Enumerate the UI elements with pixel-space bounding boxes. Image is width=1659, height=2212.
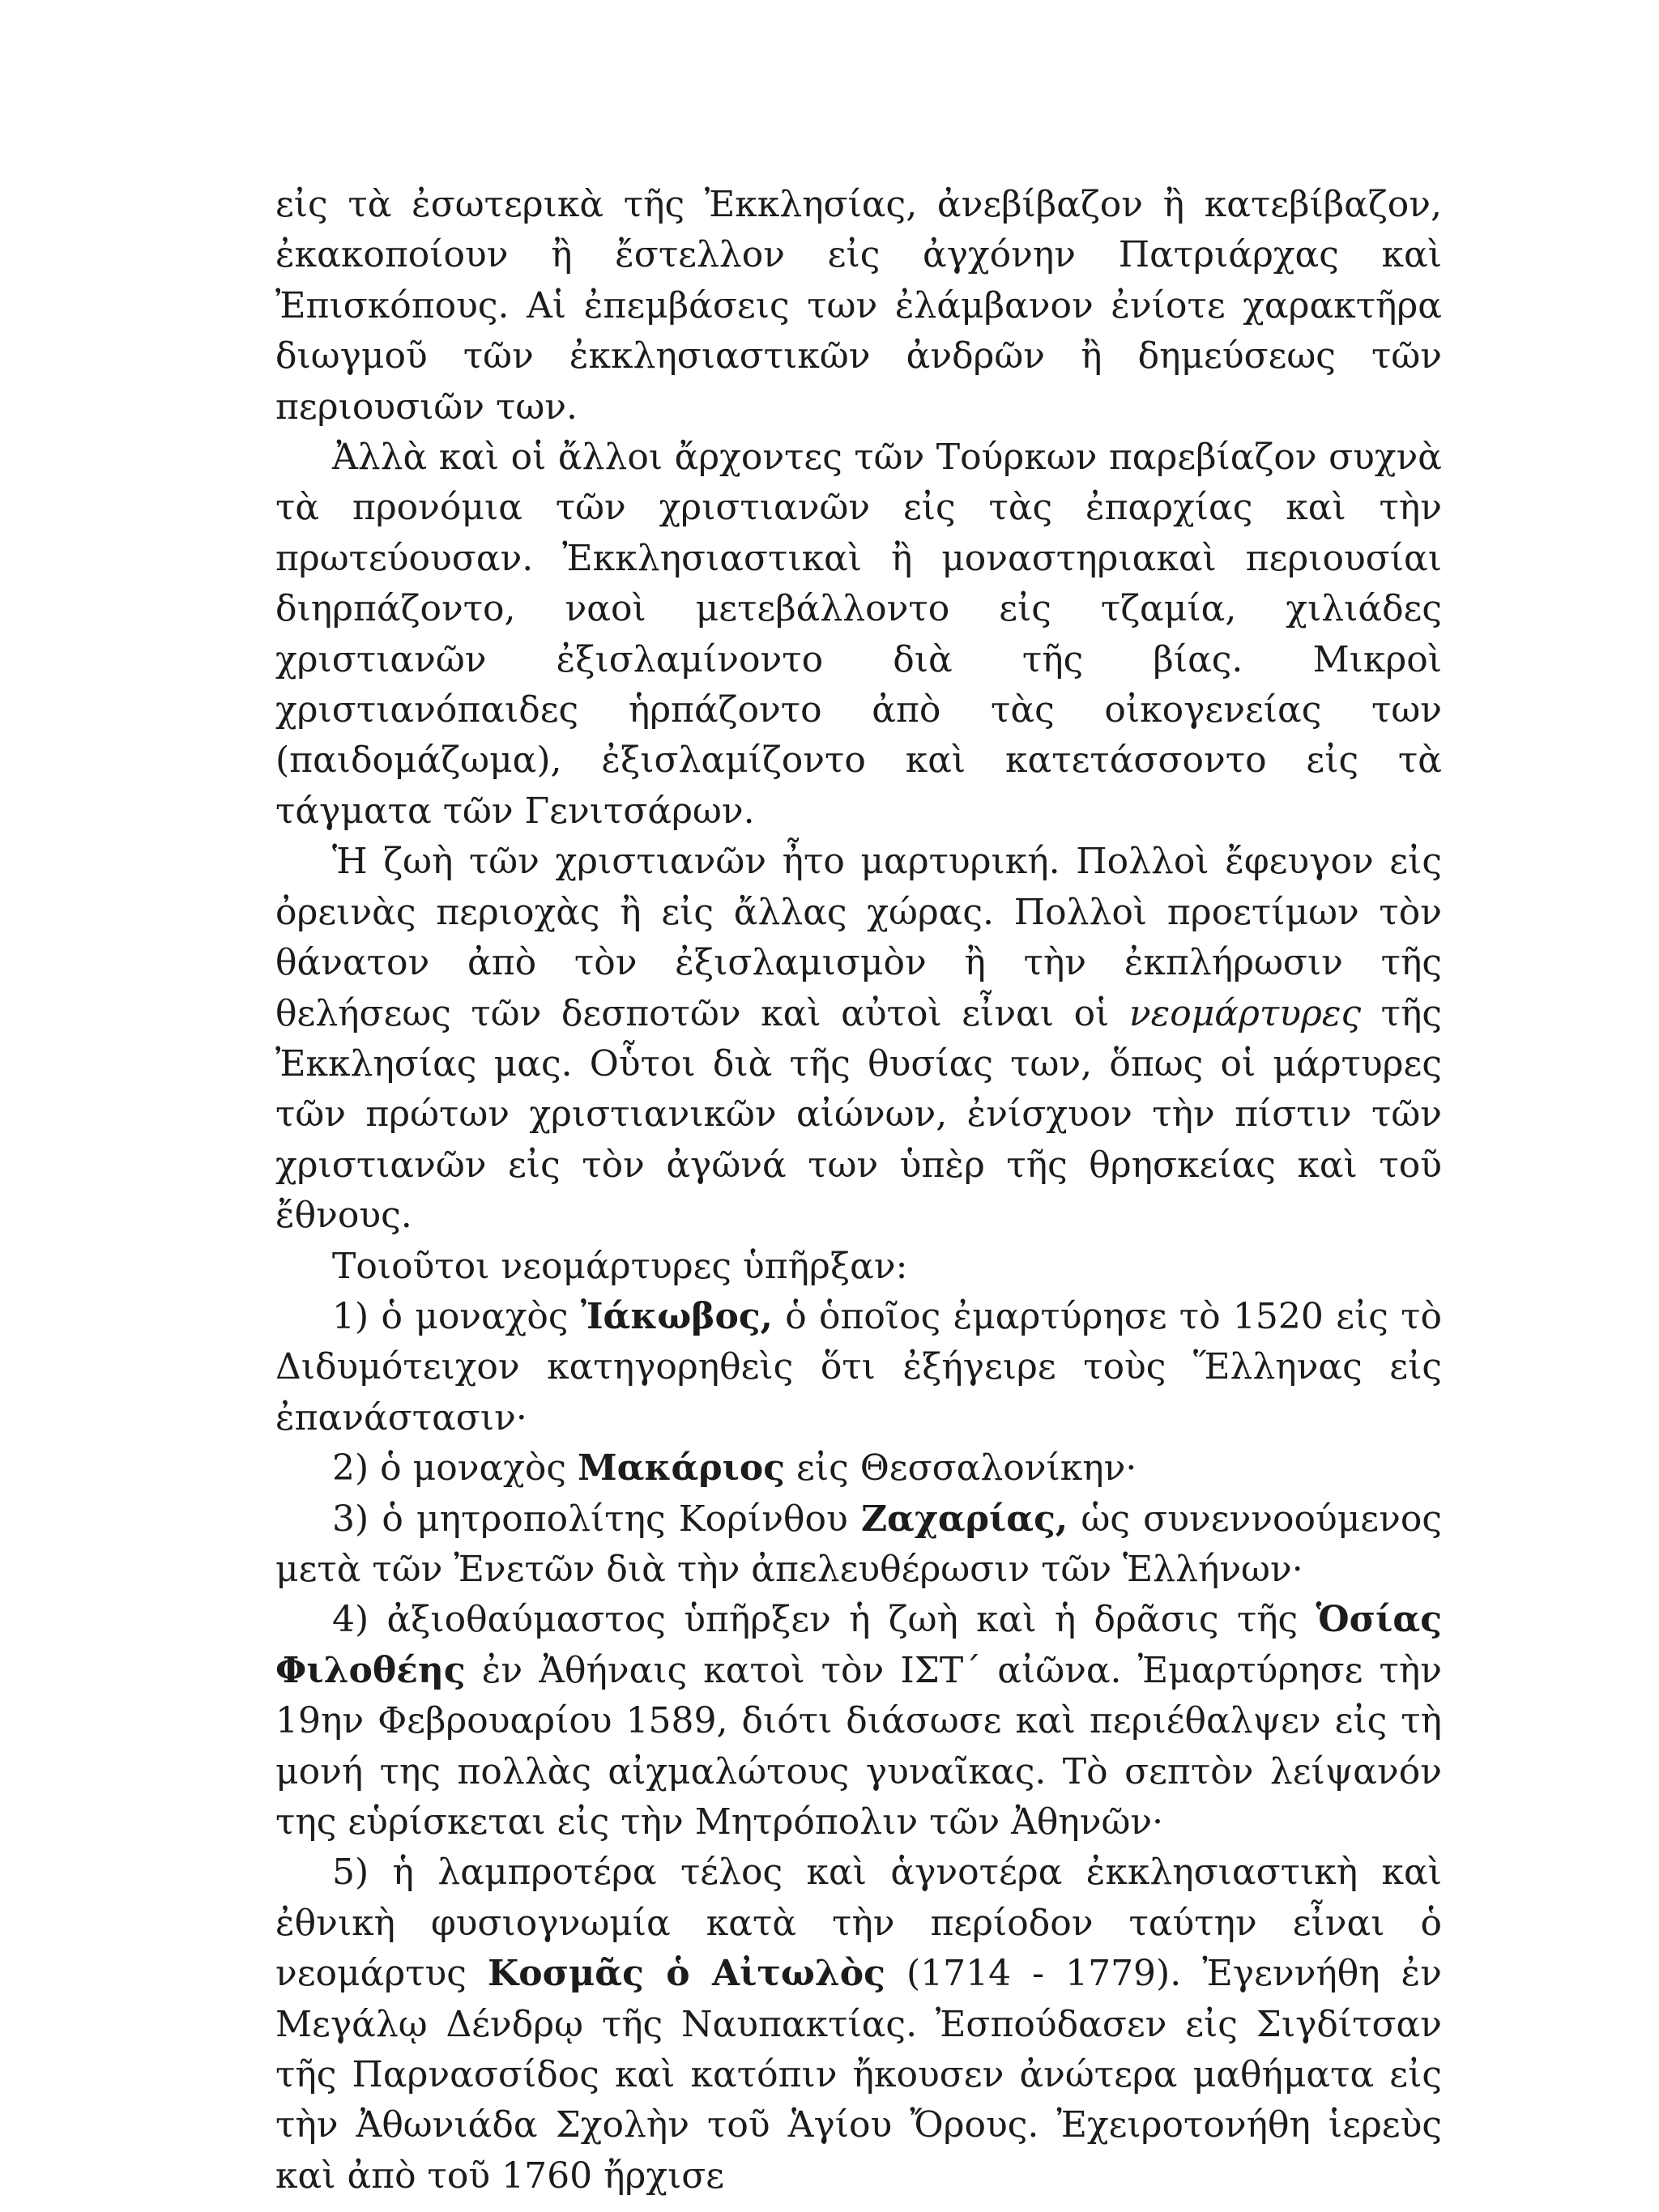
list-item-4-text-b: ἐν Ἀθήναις κατοὶ τὸν ΙΣΤ΄ αἰῶνα. Ἐμαρτύρησε τὴν 19ην Φεβρουαρίου 1589, διότι διάσωσε καὶ περιέθαλψεν εἰς τὴ μονή της πολλὰς αἰχμαλώτους γυναῖκας. Τὸ σεπτὸν λείψανόν της εὑρίσκεται εἰς τὴν Μητρόπολιν τῶν Ἀθηνῶν· (275, 1649, 1442, 1843)
document-page (275, 180, 1442, 2201)
paragraph-4 (275, 1242, 1442, 1292)
term-neomartyres: νεομάρτυρες (1128, 992, 1362, 1034)
name-makarios: Μακάριος (577, 1447, 786, 1490)
list-item-2 (275, 1443, 1442, 1494)
list-item-5 (275, 1848, 1442, 2201)
list-item-5-text-a: 5) ἡ λαμπροτέρα τέλος καὶ ἁγνοτέρα ἐκκλησιαστικὴ καὶ ἐθνικὴ φυσιογνωμία κατὰ τὴν περίοδον ταύτην εἶναι ὁ νεομάρτυς (275, 1852, 1442, 1995)
paragraph-3-text-a: Ἡ ζωὴ τῶν χριστιανῶν ἦτο μαρτυρική. Πολλοὶ ἔφευγον εἰς ὀρεινὰς περιοχὰς ἢ εἰς ἄλλας χώρας. Πολλοὶ προετίμων τὸν θάνατον ἀπὸ τὸν ἐξισλαμισμὸν ἢ τὴν ἐκπλήρωσιν τῆς θελήσεως τῶν δεσποτῶν καὶ αὐτοὶ εἶναι οἱ (275, 841, 1442, 1034)
name-kosmas-aitolos: Κοσμᾶς ὁ Αἰτωλὸς (488, 1953, 885, 1995)
list-item-1-text-a: 1) ὁ μοναχὸς (332, 1295, 581, 1337)
paragraph-2-text: Ἀλλὰ καὶ οἱ ἄλλοι ἄρχοντες τῶν Τούρκων παρεβίαζον συχνὰ τὰ προνόμια τῶν χριστιανῶν εἰς τὰς ἐπαρχίας καὶ τὴν πρωτεύουσαν. Ἐκκλησιαστικαὶ ἢ μοναστηριακαὶ περιουσίαι διηρπάζοντο, ναοὶ μετεβάλλοντο εἰς τζαμία, χιλιάδες χριστιανῶν ἐξισλαμίνοντο διὰ τῆς βίας. Μικροὶ χριστιανόπαιδες ἡρπάζοντο ἀπὸ τὰς οἰκογενείας των (παιδομάζωμα), ἐξισλαμίζοντο καὶ κατετάσσοντο εἰς τὰ τάγματα τῶν Γενιτσάρων. (275, 437, 1442, 832)
name-osia-filothei: Ὁσίας Φιλοθέης (275, 1599, 1442, 1691)
paragraph-1-text: εἰς τὰ ἐσωτερικὰ τῆς Ἐκκλησίας, ἀνεβίβαζον ἢ κατεβίβαζον, ἐκακοποίουν ἢ ἔστελλον εἰς ἀγχόνην Πατριάρχας καὶ Ἐπισκόπους. Αἱ ἐπεμβάσεις των ἐλάμβανον ἐνίοτε χαρακτῆρα διωγμοῦ τῶν ἐκκλησιαστικῶν ἀνδρῶν ἢ δημεύσεως τῶν περιουσιῶν των. (275, 184, 1442, 428)
list-item-4-text-a: 4) ἀξιοθαύμαστος ὑπῆρξεν ἡ ζωὴ καὶ ἡ δρᾶσις τῆς (332, 1599, 1316, 1641)
list-item-3 (275, 1494, 1442, 1596)
list-item-5-text-b: (1714 - 1779). Ἐγεννήθη ἐν Μεγάλῳ Δένδρῳ τῆς Ναυπακτίας. Ἐσπούδασεν εἰς Σιγδίτσαν τῆς Παρνασσίδος καὶ κατόπιν ἤκουσεν ἀνώτερα μαθήματα εἰς τὴν Ἀθωνιάδα Σχολὴν τοῦ Ἁγίου Ὄρους. Ἐχειροτονήθη ἱερεὺς καὶ ἀπὸ τοῦ 1760 ἤρχισε (275, 1953, 1442, 2197)
list-item-2-text-b: εἰς Θεσσαλονίκην· (785, 1447, 1137, 1490)
list-item-4 (275, 1595, 1442, 1848)
paragraph-3-text-b: τῆς Ἐκκλησίας μας. Οὗτοι διὰ τῆς θυσίας των, ὅπως οἱ μάρτυρες τῶν πρώτων χριστιανικῶν αἰώνων, ἐνίσχυον τὴν πίστιν τῶν χριστιανῶν εἰς τὸν ἀγῶνά των ὑπὲρ τῆς θρησκείας καὶ τοῦ ἔθνους. (275, 992, 1442, 1237)
paragraph-3 (275, 837, 1442, 1241)
paragraph-1 (275, 180, 1442, 433)
list-item-1-text-b: ὁ ὁποῖος ἐμαρτύρησε τὸ 1520 εἰς τὸ Διδυμότειχον κατηγορηθεὶς ὅτι ἐξήγειρε τοὺς Ἕλληνας εἰς ἐπανάστασιν· (275, 1295, 1442, 1438)
list-item-1 (275, 1292, 1442, 1443)
list-item-2-text-a: 2) ὁ μοναχὸς (332, 1447, 578, 1490)
paragraph-4-text: Τοιοῦτοι νεομάρτυρες ὑπῆρξαν: (332, 1245, 908, 1287)
name-iakovos: Ἰάκωβος, (580, 1295, 773, 1337)
list-item-3-text-a: 3) ὁ μητροπολίτης Κορίνθου (332, 1498, 861, 1540)
name-zacharias: Ζαχαρίας, (860, 1498, 1068, 1540)
list-item-3-text-b: ὡς συνεννοούμενος μετὰ τῶν Ἐνετῶν διὰ τὴν ἀπελευθέρωσιν τῶν Ἑλλήνων· (275, 1498, 1442, 1590)
paragraph-2 (275, 433, 1442, 837)
